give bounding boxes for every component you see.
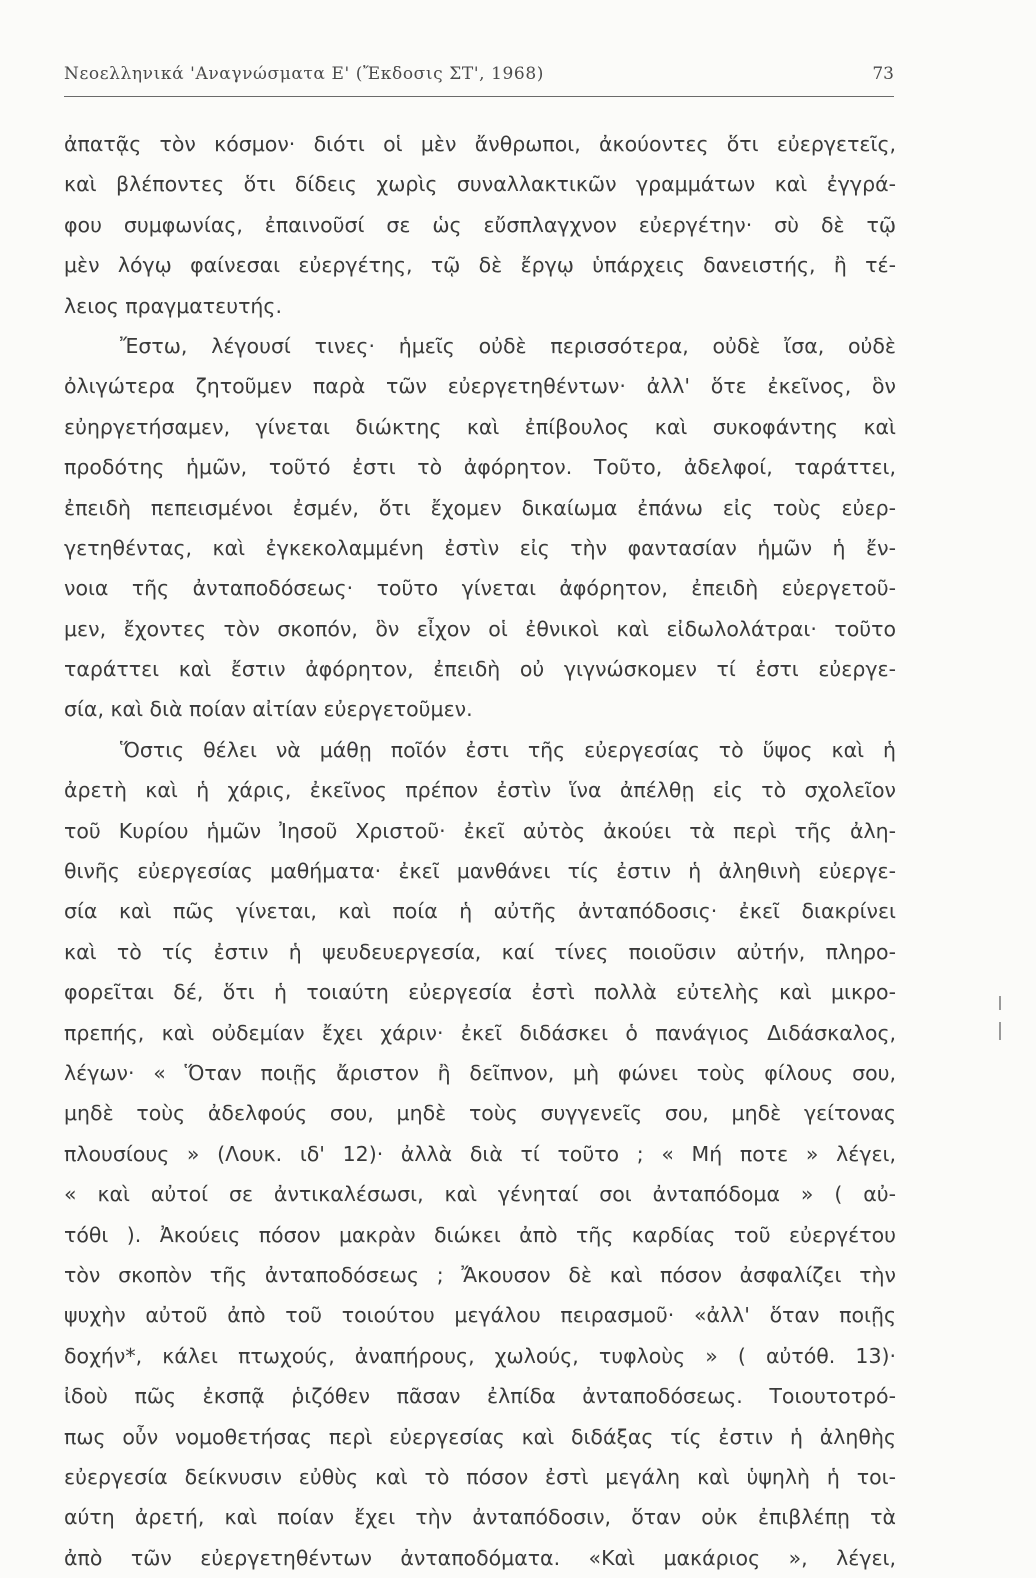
running-head [64,62,894,97]
text-line: νοια τῆς ἀνταποδόσεως· τοῦτο γίνεται ἀφόρητον, ἐπειδὴ εὐεργετοῦ- [64,576,896,601]
text-line: ὀλιγώτερα ζητοῦμεν παρὰ τῶν εὐεργετηθέντων· ἀλλ' ὅτε ἐκεῖνος, ὃν [64,374,896,399]
text-line: τὸν σκοπὸν τῆς ἀνταποδόσεως ; Ἄκουσον δὲ καὶ πόσον ἀσφαλίζει τὴν [64,1262,896,1287]
text-line: ψυχὴν αὐτοῦ ἀπὸ τοῦ τοιούτου μεγάλου πειρασμοῦ· «ἀλλ' ὅταν ποιῇς [64,1303,896,1328]
text-line: ἀπατᾷς τὸν κόσμον· διότι οἱ μὲν ἄνθρωποι, ἀκούοντες ὅτι εὐεργετεῖς, [64,132,896,156]
text-line: μηδὲ τοὺς ἀδελφούς σου, μηδὲ τοὺς συγγενεῖς σου, μηδὲ γείτονας [64,1101,896,1126]
text-line: φου συμφωνίας, ἐπαινοῦσί σε ὡς εὔσπλαγχνον εὐεργέτην· σὺ δὲ τῷ [64,212,896,237]
page-number: 73 [872,64,894,84]
text-line: ἰδοὺ πῶς ἐκσπᾷ ῥιζόθεν πᾶσαν ἐλπίδα ἀνταποδόσεως. Τοιουτοτρό- [64,1384,896,1409]
text-line: πρεπής, καὶ οὐδεμίαν ἔχει χάριν· ἐκεῖ διδάσκει ὁ πανάγιος Διδάσκαλος, [64,1020,896,1045]
text-line: σία καὶ πῶς γίνεται, καὶ ποία ἡ αὐτῆς ἀνταπόδοσις· ἐκεῖ διακρίνει [64,899,896,924]
text-line: εὐεργεσία δείκνυσιν εὐθὺς καὶ τὸ πόσον ἐστὶ μεγάλη καὶ ὑψηλὴ ἡ τοι- [64,1464,896,1489]
text-line: λειος πραγματευτής. [64,293,282,318]
text-line: γετηθέντας, καὶ ἐγκεκολαμμένη ἐστὶν εἰς τὴν φαντασίαν ἡμῶν ἡ ἔν- [64,535,896,560]
text-line: μὲν λόγῳ φαίνεσαι εὐεργέτης, τῷ δὲ ἔργῳ ὑπάρχεις δανειστής, ἢ τέ- [64,253,896,278]
text-line: θινῆς εὐεργεσίας μαθήματα· ἐκεῖ μανθάνει τίς ἐστιν ἡ ἀληθινὴ εὐεργε- [64,859,896,884]
text-line: καὶ τὸ τίς ἐστιν ἡ ψευδευεργεσία, καί τίνες ποιοῦσιν αὐτήν, πληρο- [64,939,896,964]
text-line: αύτη ἀρετή, καὶ ποίαν ἔχει τὴν ἀνταπόδοσιν, ὅταν οὐκ ἐπιβλέπῃ τὰ [64,1505,896,1530]
paragraph-start-line: Ἔστω, λέγουσί τινες· ἡμεῖς οὐδὲ περισσότερα, οὐδὲ ἴσα, οὐδὲ [120,333,896,358]
margin-mark [999,1022,1001,1040]
paragraph-start-line: Ὅστις θέλει νὰ μάθῃ ποῖόν ἐστι τῆς εὐεργεσίας τὸ ὕψος καὶ ἡ [120,737,896,762]
text-line: εὐηργετήσαμεν, γίνεται διώκτης καὶ ἐπίβουλος καὶ συκοφάντης καὶ [64,414,896,439]
text-line: τόθι ). Ἀκούεις πόσον μακρὰν διώκει ἀπὸ τῆς καρδίας τοῦ εὐεργέτου [64,1222,896,1247]
running-title: Νεοελληνικά 'Αναγνώσματα Ε' (Ἔκδοσις ΣΤ', 1968) [64,64,544,84]
text-line: σία, καὶ διὰ ποίαν αἰτίαν εὐεργετοῦμεν. [64,697,473,722]
text-line: ἀρετὴ καὶ ἡ χάρις, ἐκεῖνος πρέπον ἐστὶν ἵνα ἀπέλθῃ εἰς τὸ σχολεῖον [64,778,896,803]
text-line: μεν, ἔχοντες τὸν σκοπόν, ὃν εἶχον οἱ ἐθνικοὶ καὶ εἰδωλολάτραι· τοῦτο [64,616,896,641]
text-line: προδότης ἡμῶν, τοῦτό ἐστι τὸ ἀφόρητον. Τοῦτο, ἀδελφοί, ταράττει, [64,455,896,480]
text-line: καὶ βλέποντες ὅτι δίδεις χωρὶς συναλλακτικῶν γραμμάτων καὶ ἐγγρά- [64,172,896,197]
margin-mark [999,996,1001,1010]
text-line: φορεῖται δέ, ὅτι ἡ τοιαύτη εὐεργεσία ἐστὶ πολλὰ εὐτελὴς καὶ μικρο- [64,980,896,1005]
text-line: πλουσίους » (Λουκ. ιδ' 12)· ἀλλὰ διὰ τί τοῦτο ; « Μή ποτε » λέγει, [64,1141,896,1166]
text-line: δοχήν*, κάλει πτωχούς, ἀναπήρους, χωλούς, τυφλοὺς » ( αὐτόθ. 13)· [64,1343,896,1368]
text-line: ταράττει καὶ ἔστιν ἀφόρητον, ἐπειδὴ οὐ γιγνώσκομεν τί ἐστι εὐεργε- [64,657,896,682]
text-line: ἐπειδὴ πεπεισμένοι ἐσμέν, ὅτι ἔχομεν δικαίωμα ἐπάνω εἰς τοὺς εὐερ- [64,495,896,520]
body-text [64,124,896,1578]
text-line: πως οὖν νομοθετήσας περὶ εὐεργεσίας καὶ διδάξας τίς ἐστιν ἡ ἀληθὴς [64,1424,896,1449]
text-line: τοῦ Κυρίου ἡμῶν Ἰησοῦ Χριστοῦ· ἐκεῖ αὐτὸς ἀκούει τὰ περὶ τῆς ἀλη- [64,818,896,843]
text-line: ἀπὸ τῶν εὐεργετηθέντων ἀνταποδόματα. «Καὶ μακάριος », λέγει, [64,1545,896,1570]
text-line: « καὶ αὐτοί σε ἀντικαλέσωσι, καὶ γένηταί σοι ἀνταπόδομα » ( αὐ- [64,1182,896,1207]
text-line: λέγων· « Ὅταν ποιῇς ἄριστον ἢ δεῖπνον, μὴ φώνει τοὺς φίλους σου, [64,1060,896,1085]
